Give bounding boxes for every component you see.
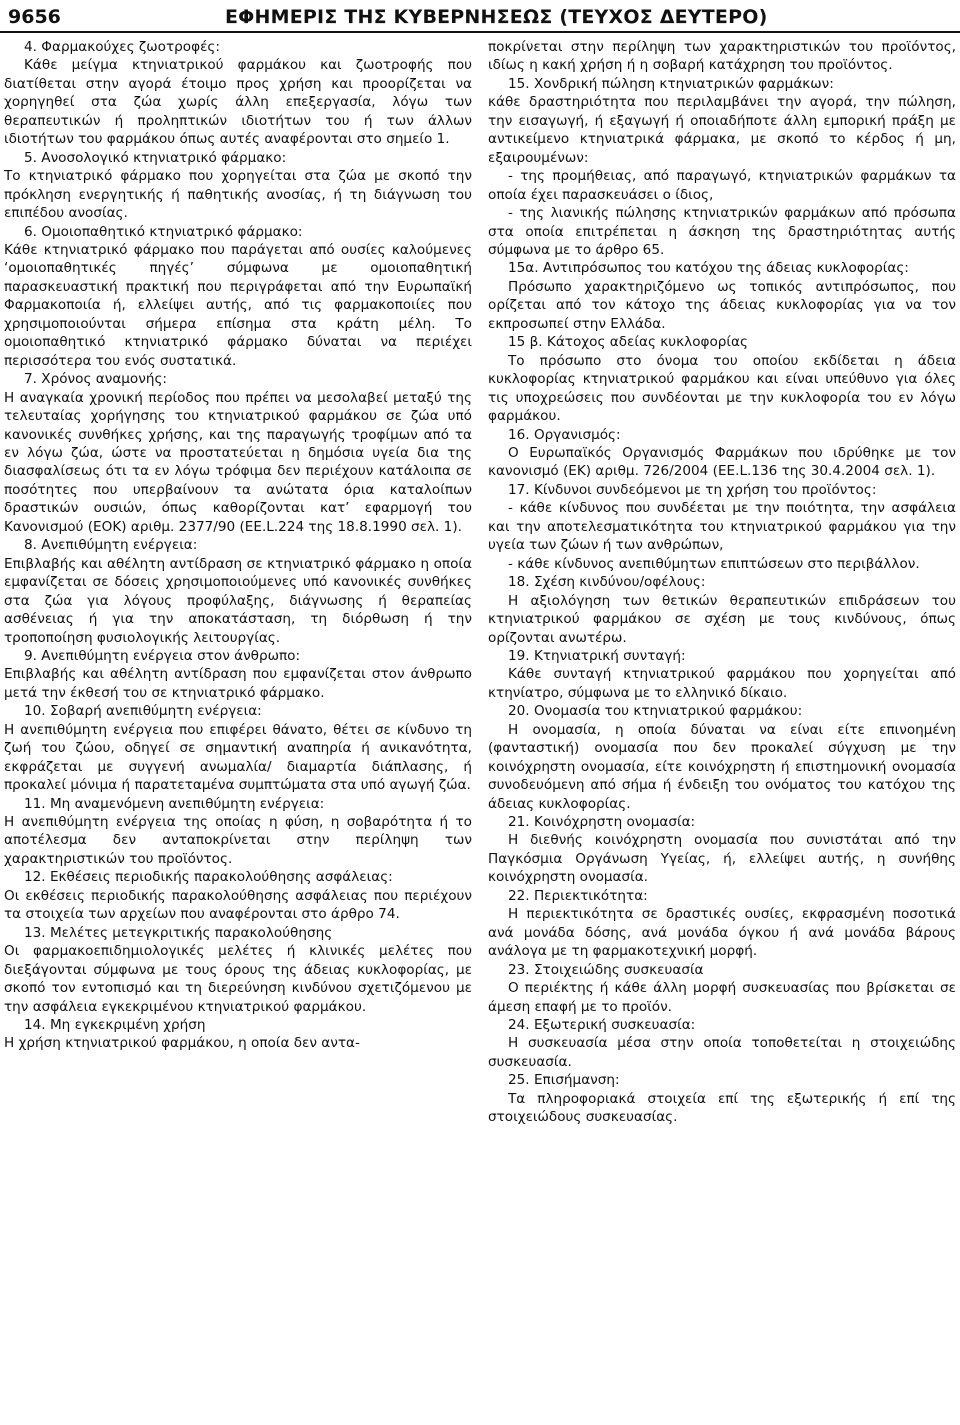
paragraph: 12. Εκθέσεις περιοδικής παρακολούθησης ασφάλειας: <box>24 869 393 886</box>
paragraph: 21. Κοινόχρηστη ονομασία: <box>508 814 696 831</box>
paragraph: Η ονομασία, η οποία δύναται να είναι είτε επινοημένη (φανταστική) ονομασία που δεν προκαλεί σύγχυση με την κοινόχρηστη ονομασία, είτε κοινόχρηστη ή επιστημονική ονομασία συνοδευόμενη από σήμα ή ένδειξη του ονόματος του κατόχου της άδειας κυκλοφορίας. <box>488 721 956 812</box>
paragraph: 9. Ανεπιθύμητη ενέργεια στον άνθρωπο: <box>24 647 301 664</box>
paragraph: Η ανεπιθύμητη ενέργεια που επιφέρει θάνατο, θέτει σε κίνδυνο τη ζωή του ζώου, οδηγεί σε σημαντική αναπηρία ή ανικανότητα, εκφράζεται με συγγενή ανωμαλία/ διαμαρτία διάπλασης, ή προκαλεί μόνιμα ή παρατεταμένα συμπτώματα στα υπό αγωγή ζώα. <box>4 721 472 794</box>
paragraph: Η συσκευασία μέσα στην οποία τοποθετείται η στοιχειώδης συσκευασία. <box>488 1035 956 1070</box>
paragraph: Ο Ευρωπαϊκός Οργανισμός Φαρμάκων που ιδρύθηκε με τον κανονισμό (ΕΚ) αριθμ. 726/2004 (ΕΕ.L.136 της 30.4.2004 σελ. 1). <box>488 444 956 480</box>
paragraph: 7. Χρόνος αναμονής: <box>24 371 168 388</box>
paragraph: Επιβλαβής και αθέλητη αντίδραση που εμφανίζεται στον άνθρωπο μετά την έκθεσή του σε κτηνιατρικό φάρμακο. <box>4 666 472 701</box>
header-rule <box>0 31 960 33</box>
paragraph: Η αξιολόγηση των θετικών θεραπευτικών επιδράσεων του κτηνιατρικού φαρμάκου σε σχέση με τους κινδύνους, όπως ορίζονται ανωτέρω. <box>488 592 956 646</box>
paragraph: Οι εκθέσεις περιοδικής παρακολούθησης ασφάλειας που περιέχουν τα στοιχεία των αρχείων που αναφέρονται στο άρθρο 74. <box>4 887 472 923</box>
paragraph: Κάθε συνταγή κτηνιατρικού φαρμάκου που χορηγείται από κτηνίατρο, σύμφωνα με το ελληνικό δίκαιο. <box>488 666 956 701</box>
paragraph: Οι φαρμακοεπιδημιολογικές μελέτες ή κλινικές μελέτες που διεξάγονται σύμφωνα με τους όρους της άδειας κυκλοφορίας, με σκοπό τον εντοπισμό και τη διερεύνηση κινδύνου σχετιζόμενου με την ασφάλεια εγκεκριμένου κτηνιατρικού φαρμάκου. <box>4 943 472 1015</box>
paragraph: 8. Ανεπιθύμητη ενέργεια: <box>24 537 198 554</box>
paragraph: 19. Κτηνιατρική συνταγή: <box>508 647 686 664</box>
paragraph: Η αναγκαία χρονική περίοδος που πρέπει να μεσολαβεί μεταξύ της τελευταίας χορήγησης του κτηνιατρικού φαρμάκου σε ζώα υπό κανονικές συνθήκες χρήσης, και της παραγωγής τροφίμων από τα εν λόγω ζώα, ώστε να προστατεύεται η δημόσια υγεία δια της διασφαλίσεως ότι τα εν λόγω τρόφιμα δεν περιέχουν κατάλοιπα σε ποσότητες που υπερβαίνουν τα ανώτατα όρια καταλοίπων δραστικών ουσιών, όπως καθορίζονται κατ’ εφαρμογή του Κανονισμού (ΕΟΚ) αριθμ. 2377/90 (ΕΕ.L.224 της 18.8.1990 σελ. 1). <box>4 389 472 535</box>
paragraph: 5. Ανοσολογικό κτηνιατρικό φάρμακο: <box>24 149 287 166</box>
paragraph: 15α. Αντιπρόσωπος του κατόχου της άδειας κυκλοφορίας: <box>508 260 909 277</box>
paragraph: Επιβλαβής και αθέλητη αντίδραση σε κτηνιατρικό φάρμακο η οποία εμφανίζεται σε δόσεις χρησιμοποιούμενες υπό κανονικές συνθήκες στα ζώα για λόγους προφύλαξης, διάγνωσης ή θεραπείας ασθένειας ή για την αποκατάσταση, τη διόρθωση ή την τροποποίηση φυσιολογικής λειτουργίας. <box>4 555 472 646</box>
paragraph: 20. Ονομασία του κτηνιατρικού φαρμάκου: <box>508 703 803 720</box>
paragraph: 10. Σοβαρή ανεπιθύμητη ενέργεια: <box>24 703 262 720</box>
paragraph: - της λιανικής πώλησης κτηνιατρικών φαρμάκων από πρόσωπα στα οποία επιτρέπεται η άσκηση της δραστηριότητας αυτής σύμφωνα με το άρθρο 65. <box>488 205 956 258</box>
paragraph: 22. Περιεκτικότητα: <box>508 887 648 904</box>
paragraph: 4. Φαρμακούχες ζωοτροφές: <box>24 39 220 55</box>
paragraph: - κάθε κίνδυνος που συνδέεται με την ποιότητα, την ασφάλεια και την αποτελεσματικότητα του κτηνιατρικού φαρμάκου για την υγεία των ζώων ή των ανθρώπων, <box>488 500 956 554</box>
paragraph: Κάθε μείγμα κτηνιατρικού φαρμάκου και ζωοτροφής που διατίθεται στην αγορά έτοιμο προς χρήση και προορίζεται να χορηγηθεί στα ζώα χωρίς άλλη επεξεργασία, λόγω των θεραπευτικών ή προληπτικών ιδιοτήτων του ή των άλλων ιδιοτήτων του φαρμάκου όπως αυτές αναφέρονται στο σημείο 1. <box>4 57 472 148</box>
right-column <box>488 38 956 1127</box>
paragraph: 18. Σχέση κινδύνου/οφέλους: <box>508 574 706 591</box>
paragraph: Το κτηνιατρικό φάρμακο που χορηγείται στα ζώα με σκοπό την πρόκληση ενεργητικής ή παθητικής ανοσίας, ή τη διάγνωση του επιπέδου ανοσίας. <box>4 168 472 222</box>
paragraph: 17. Κίνδυνοι συνδεόμενοι με τη χρήση του προϊόντος: <box>508 481 877 498</box>
paragraph: Πρόσωπο χαρακτηριζόμενο ως τοπικός αντιπρόσωπος, που ορίζεται από τον κάτοχο της άδειας κυκλοφορίας για να τον εκπροσωπεί στην Ελλάδα. <box>488 278 956 332</box>
gazette-title: ΕΦΗΜΕΡΙΣ ΤΗΣ ΚΥΒΕΡΝΗΣΕΩΣ (ΤΕΥΧΟΣ ΔΕΥΤΕΡΟ) <box>225 6 768 28</box>
paragraph: 16. Οργανισμός: <box>508 426 621 443</box>
left-column <box>4 38 472 1053</box>
paragraph: 24. Εξωτερική συσκευασία: <box>508 1017 696 1034</box>
paragraph: Η χρήση κτηνιατρικού φαρμάκου, η οποία δεν αντα- <box>4 1035 360 1052</box>
paragraph: Η διεθνής κοινόχρηστη ονομασία που συνιστάται από την Παγκόσμια Οργάνωση Υγείας, ή, ελλείψει αυτής, η συνήθης κοινόχρηστη ονομασία. <box>488 832 956 886</box>
paragraph: 15. Χονδρική πώληση κτηνιατρικών φαρμάκων: <box>508 75 834 92</box>
page-number: 9656 <box>8 6 61 28</box>
paragraph: Η ανεπιθύμητη ενέργεια της οποίας η φύση, η σοβαρότητα ή το αποτέλεσμα δεν ανταποκρίνεται στην περίληψη των χαρακτηριστικών του προϊόντος. <box>4 814 472 867</box>
paragraph: - κάθε κίνδυνος ανεπιθύμητων επιπτώσεων στο περιβάλλον. <box>508 555 920 572</box>
paragraph: 25. Επισήμανση: <box>508 1072 620 1089</box>
paragraph: 15 β. Κάτοχος αδείας κυκλοφορίας <box>508 334 748 351</box>
paragraph: Τα πληροφοριακά στοιχεία επί της εξωτερικής ή επί της στοιχειώδους συσκευασίας. <box>488 1090 956 1126</box>
paragraph: - της προμήθειας, από παραγωγό, κτηνιατρικών φαρμάκων τα οποία έχει παρασκευάσει ο ίδιος, <box>488 168 956 203</box>
paragraph: κάθε δραστηριότητα που περιλαμβάνει την αγορά, την πώληση, την εισαγωγή, ή εξαγωγή ή οποιαδήποτε άλλη εμπορική πράξη με αντικείμενο κτηνιατρικά φάρμακα, με σκοπό το κέρδος ή μη, εξαιρουμένων: <box>488 94 956 166</box>
paragraph: 13. Μελέτες μετεγκριτικής παρακολούθησης <box>24 924 333 941</box>
paragraph: 6. Ομοιοπαθητικό κτηνιατρικό φάρμακο: <box>24 223 303 240</box>
paragraph: Κάθε κτηνιατρικό φάρμακο που παράγεται από ουσίες καλούμενες ‘ομοιοπαθητικές πηγές’ σύμφωνα με ομοιοπαθητική παρασκευαστική πρακτική που περιγράφεται από την Ευρωπαϊκή Φαρμακοποιία ή, ελλείψει αυτής, από τις φαρμακοποιίες που χρησιμοποιούνται σήμερα επίσημα στα κράτη μέλη. Το ομοιοπαθητικό κτηνιατρικό φάρμακο δύναται να περιέχει περισσότερα του ενός συστατικά. <box>4 241 472 369</box>
paragraph: 11. Μη αναμενόμενη ανεπιθύμητη ενέργεια: <box>24 795 325 812</box>
paragraph: ποκρίνεται στην περίληψη των χαρακτηριστικών του προϊόντος, ιδίως η κακή χρήση ή η σοβαρή κατάχρηση του προϊόντος. <box>488 39 956 74</box>
paragraph: 23. Στοιχειώδης συσκευασία <box>508 961 704 978</box>
paragraph: Ο περιέκτης ή κάθε άλλη μορφή συσκευασίας που βρίσκεται σε άμεση επαφή με το προϊόν. <box>488 980 956 1015</box>
paragraph: Η περιεκτικότητα σε δραστικές ουσίες, εκφρασμένη ποσοτικά ανά μονάδα δόσης, ανά μονάδα όγκου ή ανά μονάδα βάρους ανάλογα με τη φαρμακοτεχνική μορφή. <box>488 906 956 960</box>
page-header <box>0 0 960 38</box>
paragraph: 14. Μη εγκεκριμένη χρήση <box>24 1017 206 1034</box>
paragraph: Το πρόσωπο στο όνομα του οποίου εκδίδεται η άδεια κυκλοφορίας κτηνιατρικού φαρμάκου και είναι υπεύθυνο για όλες τις υποχρεώσεις που συνδέονται με την κυκλοφορία του εν λόγω φαρμάκου. <box>488 352 956 425</box>
